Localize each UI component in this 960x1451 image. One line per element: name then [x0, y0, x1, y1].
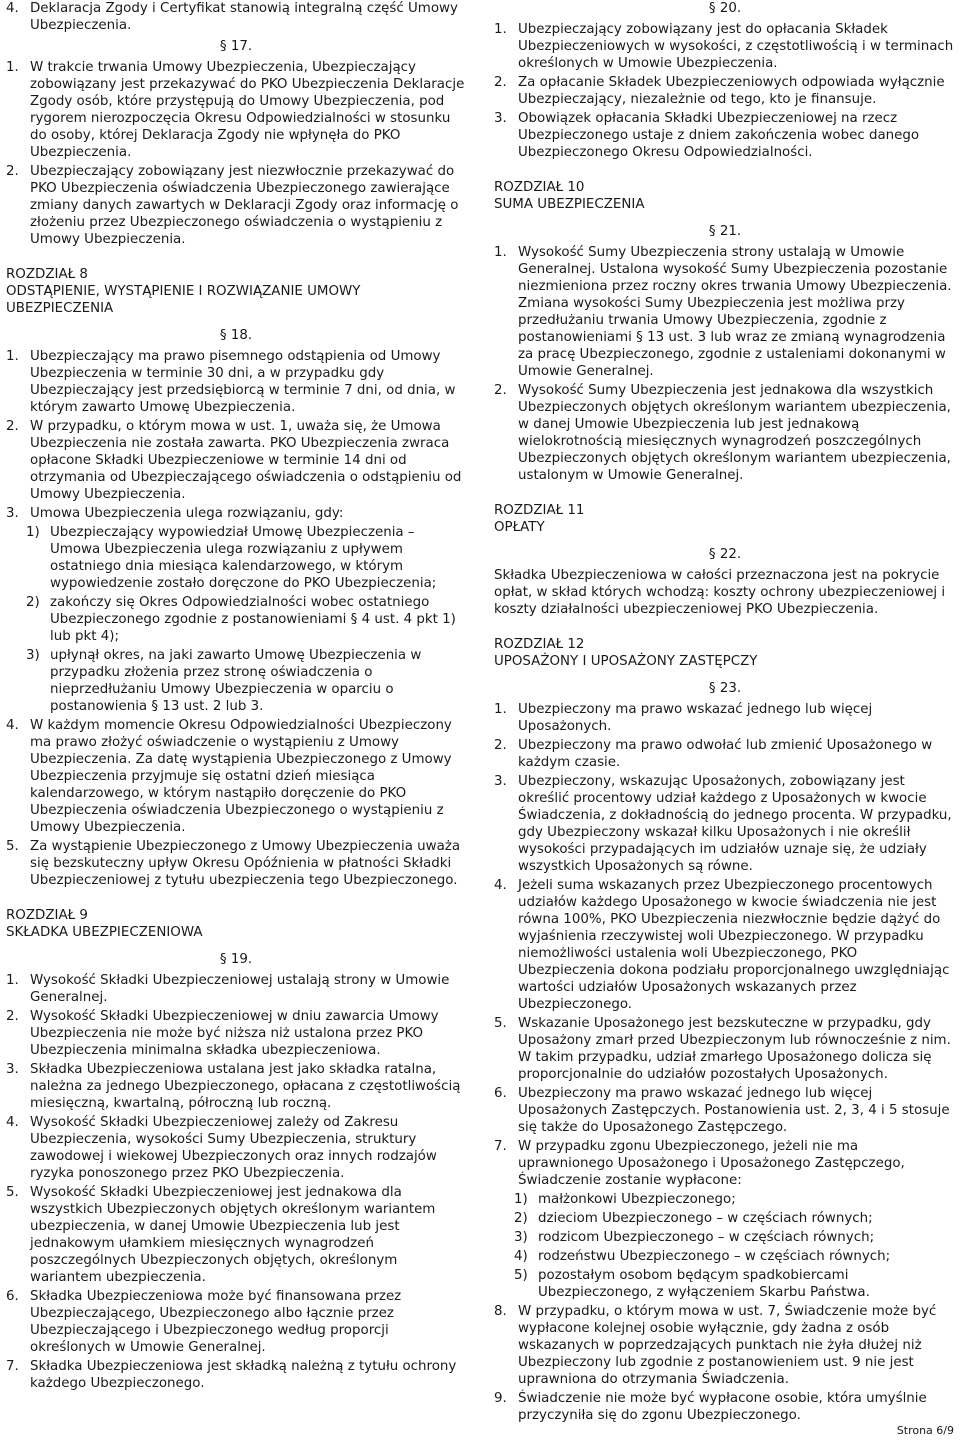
list-item: 4. W każdym momencie Okresu Odpowiedzialności Ubezpieczony ma prawo złożyć oświadczenie o wystąpieniu z Umowy Ubezpieczenia. Za datę wystąpienia Ubezpieczonego z Umowy Ubezpieczenia przyjmuje się ostatni dzień miesiąca kalendarzowego, w którym nastąpiło doręczenie do PKO Ubezpieczenia oświadczenia Ubezpieczonego o wystąpieniu z Umowy Ubezpieczenia. — [6, 718, 452, 835]
list-item: 5. Za wystąpienie Ubezpieczonego z Umowy Ubezpieczenia uważa się bezskuteczny upływ Okresu Opóźnienia w płatności Składki Ubezpieczeniowej z tytułu ubezpieczenia tego Ubezpieczonego. — [6, 839, 461, 888]
list-item: 4. Deklaracja Zgody i Certyfikat stanowią integralną część Umowy Ubezpieczenia. — [6, 1, 458, 33]
list-item: 3. Umowa Ubezpieczenia ulega rozwiązaniu, gdy: — [6, 506, 344, 521]
section-22-heading: § 22. — [708, 547, 742, 562]
chapter-12-heading: ROZDZIAŁ 12 UPOSAŻONY I UPOSAŻONY ZASTĘPCZY — [494, 637, 758, 669]
chapter-8-heading: ROZDZIAŁ 8 ODSTĄPIENIE, WYSTĄPIENIE I ROZWIĄZANIE UMOWY UBEZPIECZENIA — [6, 267, 361, 316]
list-item: 5. Wysokość Składki Ubezpieczeniowej jest jednakowa dla wszystkich Ubezpieczonych objętych określonym wariantem ubezpieczenia, w danej Umowie Ubezpieczenia lub jest jednakowym ułamkiem miesięcznych wynagrodzeń poszczególnych Ubezpieczonych objętych, określonym wariantem ubezpieczenia. — [6, 1185, 436, 1285]
list-item: 1. Ubezpieczający ma prawo pisemnego odstąpienia od Umowy Ubezpieczenia w terminie 30 dni, a w przypadku gdy Ubezpieczający jest przedsiębiorcą w terminie 7 dni, od dnia, w którym zawarto Umowę Ubezpieczenia. — [6, 349, 456, 415]
list-item: 1. W trakcie trwania Umowy Ubezpieczenia, Ubezpieczający zobowiązany jest przekazywać do PKO Ubezpieczenia Deklaracje Zgody osób, które przystępują do Umowy Ubezpieczenia, pod rygorem nierozpoczęcia Okresu Odpowiedzialności w stosunku do osoby, której Deklaracja Zgody nie wpłynęła do PKO Ubezpieczenia. — [6, 60, 465, 160]
list-item: 4. Jeżeli suma wskazanych przez Ubezpieczonego procentowych udziałów każdego Uposażonego w kwocie świadczenia nie jest równa 100%, PKO Ubezpieczenia niezwłocznie będzie dążyć do wyjaśnienia rzeczywistej woli Ubezpieczonego. W przypadku niemożliwości ustalenia woli Ubezpieczonego, PKO Ubezpieczenia dokona podziału proporcjonalnego uwzględniając wartości udziałów Uposażonych wskazanych przez Ubezpieczonego. — [494, 878, 950, 1012]
page-number: Strona 6/9 — [896, 1424, 954, 1437]
sub-item: 1) Ubezpieczający wypowiedział Umowę Ubezpieczenia – Umowa Ubezpieczenia ulega rozwiązaniu z upływem ostatniego dnia miesiąca kalendarzowego, w którym wypowiedzenie zostało doręczone do PKO Ubezpieczenia; — [26, 525, 437, 591]
chapter-11-heading: ROZDZIAŁ 11 OPŁATY — [494, 503, 585, 535]
section-17-heading: § 17. — [219, 39, 253, 54]
chapter-9-heading: ROZDZIAŁ 9 SKŁADKA UBEZPIECZENIOWA — [6, 908, 203, 940]
right-column — [494, 0, 956, 1426]
list-item: 2. W przypadku, o którym mowa w ust. 1, uważa się, że Umowa Ubezpieczenia nie została zawarta. PKO Ubezpieczenia zwraca opłacone Składki Ubezpieczeniowe w terminie 14 dni od otrzymania od Ubezpieczającego oświadczenia o odstąpieniu od Umowy Ubezpieczenia. — [6, 419, 462, 502]
section-20-heading: § 20. — [708, 1, 742, 16]
list-item: 8. W przypadku, o którym mowa w ust. 7, Świadczenie może być wypłacone kolejnej osobie wyłącznie, gdy żadna z osób wskazanych w poprzedzających punktach nie żyła dłużej niż Ubezpieczony lub zgodnie z postanowieniem ust. 9 nie jest uprawniona do otrzymania Świadczenia. — [494, 1304, 937, 1387]
list-item: 1. Wysokość Składki Ubezpieczeniowej ustalają strony w Umowie Generalnej. — [6, 973, 450, 1005]
section-21-heading: § 21. — [708, 224, 742, 239]
list-item: 6. Ubezpieczony ma prawo wskazać jednego lub więcej Uposażonych Zastępczych. Postanowienia ust. 2, 3, 4 i 5 stosuje się także do Uposażonego Zastępczego. — [494, 1086, 950, 1135]
section-18-heading: § 18. — [219, 328, 253, 343]
list-item: 2. Ubezpieczający zobowiązany jest niezwłocznie przekazywać do PKO Ubezpieczenia oświadczenia Ubezpieczonego zawierające zmiany danych zawartych w Deklaracji Zgody oraz informację o złożeniu przez Ubezpieczonego oświadczenia o wystąpieniu z Umowy Ubezpieczenia. — [6, 164, 459, 247]
list-item: 1. Ubezpieczony ma prawo wskazać jednego lub więcej Uposażonych. — [494, 702, 873, 734]
sub-item: 3) upłynął okres, na jaki zawarto Umowę Ubezpieczenia w przypadku złożenia przez stronę oświadczenia o nieprzedłużaniu Umowy Ubezpieczenia w oparciu o postanowienia § 13 ust. 2 lub 3. — [26, 648, 422, 714]
sub-item: 2) zakończy się Okres Odpowiedzialności wobec ostatniego Ubezpieczonego zgodnie z postanowieniami § 4 ust. 4 pkt 1) lub pkt 4); — [26, 595, 456, 644]
list-item: 2. Wysokość Sumy Ubezpieczenia jest jednakowa dla wszystkich Ubezpieczonych objętych określonym wariantem ubezpieczenia, w danej Umowie Ubezpieczenia lub jest jednakową wielokrotnością miesięcznych wynagrodzeń poszczególnych Ubezpieczonych objętych określonym wariantem ubezpieczenia, ustalonym w Umowie Generalnej. — [494, 383, 951, 483]
sub-item: 5) pozostałym osobom będącym spadkobiercami Ubezpieczonego, z wyłączeniem Skarbu Państwa. — [514, 1268, 870, 1300]
list-item: 2. Wysokość Składki Ubezpieczeniowej w dniu zawarcia Umowy Ubezpieczenia nie może być niższa niż ustalona przez PKO Ubezpieczenia minimalna składka ubezpieczeniowa. — [6, 1009, 439, 1058]
list-item: 5. Wskazanie Uposażonego jest bezskuteczne w przypadku, gdy Uposażony zmarł przed Ubezpieczonym lub równocześnie z nim. W takim przypadku, udział zmarłego Uposażonego dolicza się proporcjonalnie do udziałów pozostałych Uposażonych. — [494, 1016, 951, 1082]
list-item: 4. Wysokość Składki Ubezpieczeniowej zależy od Zakresu Ubezpieczenia, wysokości Sumy Ubezpieczenia, struktury zawodowej i wiekowej Ubezpieczonych oraz innych rodzajów ryzyka ponoszonego przez PKO Ubezpieczenia. — [6, 1115, 437, 1181]
list-item: 2. Za opłacanie Składek Ubezpieczeniowych odpowiada wyłącznie Ubezpieczający, niezależnie od tego, kto je finansuje. — [494, 75, 945, 107]
chapter-10-heading: ROZDZIAŁ 10 SUMA UBEZPIECZENIA — [494, 180, 645, 212]
list-item: 9. Świadczenie nie może być wypłacone osobie, która umyślnie przyczyniła się do zgonu Ubezpieczonego. — [494, 1391, 927, 1423]
section-19-heading: § 19. — [219, 952, 253, 967]
list-item: 6. Składka Ubezpieczeniowa może być finansowana przez Ubezpieczającego, Ubezpieczonego albo łącznie przez Ubezpieczającego i Ubezpieczonego według proporcji określonych w Umowie Generalnej. — [6, 1289, 402, 1355]
sub-item: 3) rodzicom Ubezpieczonego – w częściach równych; — [514, 1230, 875, 1245]
section-23-heading: § 23. — [708, 681, 742, 696]
left-column — [6, 0, 466, 1394]
list-item: 3. Ubezpieczony, wskazując Uposażonych, zobowiązany jest określić procentowy udział każdego z Uposażonych w kwocie Świadczenia, z dokładnością do jednego procenta. W przypadku, gdy Ubezpieczony wskazał kilku Uposażonych i nie określił wysokości przypadających im udziałów uznaje się, że udziały wszystkich Uposażonych są równe. — [494, 774, 952, 874]
list-item: 7. W przypadku zgonu Ubezpieczonego, jeżeli nie ma uprawnionego Uposażonego i Uposażonego Zastępczego, Świadczenie zostanie wypłacone: — [494, 1139, 905, 1188]
list-item: 1. Ubezpieczający zobowiązany jest do opłacania Składek Ubezpieczeniowych w wysokości, z częstotliwością i w terminach określonych w Umowie Ubezpieczenia. — [494, 22, 954, 71]
list-item: 2. Ubezpieczony ma prawo odwołać lub zmienić Uposażonego w każdym czasie. — [494, 738, 933, 770]
list-item: 1. Wysokość Sumy Ubezpieczenia strony ustalają w Umowie Generalnej. Ustalona wysokość Sumy Ubezpieczenia pozostanie niezmieniona przez roczny okres trwania Umowy Ubezpieczenia. Zmiana wysokości Sumy Ubezpieczenia jest możliwa przy przedłużaniu trwania Umowy Ubezpieczenia, zgodnie z postanowieniami § 13 ust. 3 lub wraz ze zmianą wynagrodzenia za pracę Ubezpieczonego, zgodnie z ustaleniami dokonanymi w Umowie Generalnej. — [494, 245, 952, 379]
list-item: 3. Składka Ubezpieczeniowa ustalana jest jako składka ratalna, należna za jednego Ubezpieczonego, opłacana z częstotliwością miesięczną, kwartalną, półroczną lub roczną. — [6, 1062, 461, 1111]
paragraph: Składka Ubezpieczeniowa w całości przeznaczona jest na pokrycie opłat, w skład których wchodzą: koszty ochrony ubezpieczeniowej i koszty działalności ubezpieczeniowej PKO Ubezpieczenia. — [494, 568, 946, 617]
list-item: 7. Składka Ubezpieczeniowa jest składką należną z tytułu ochrony każdego Ubezpieczonego. — [6, 1359, 457, 1391]
sub-item: 2) dzieciom Ubezpieczonego – w częściach równych; — [514, 1211, 873, 1226]
sub-item: 4) rodzeństwu Ubezpieczonego – w częściach równych; — [514, 1249, 891, 1264]
sub-item: 1) małżonkowi Ubezpieczonego; — [514, 1192, 736, 1207]
list-item: 3. Obowiązek opłacania Składki Ubezpieczeniowej na rzecz Ubezpieczonego ustaje z dniem zakończenia wobec danego Ubezpieczonego Okresu Odpowiedzialności. — [494, 111, 920, 160]
